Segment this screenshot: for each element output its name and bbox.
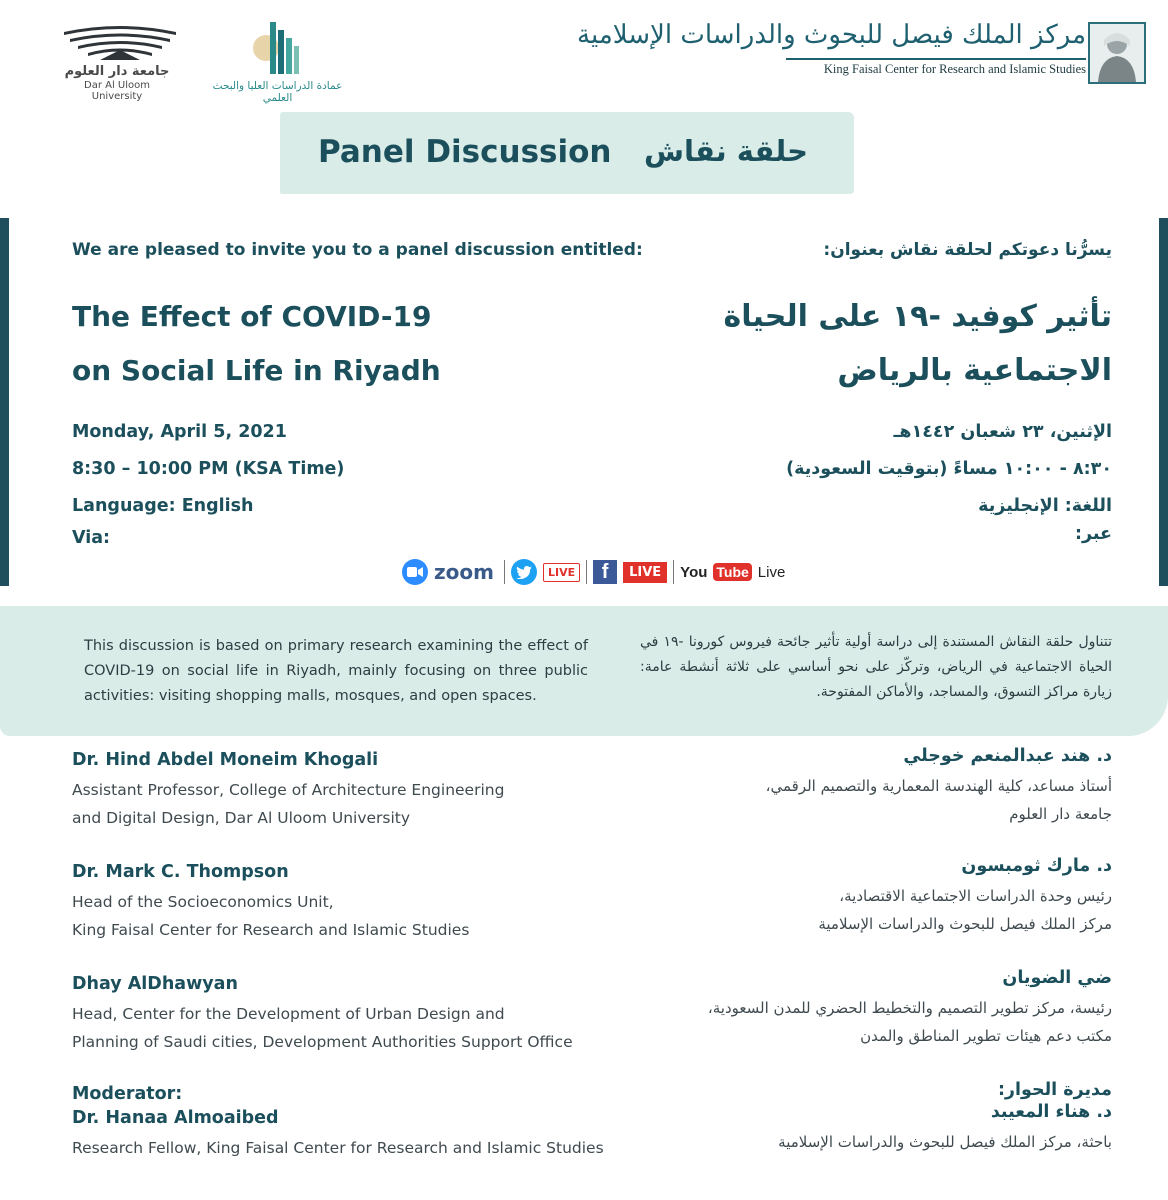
- via-label-ar: عبر:: [1075, 524, 1112, 544]
- title-en: Panel Discussion: [318, 134, 612, 170]
- dar-al-uloom-logo-icon: [60, 24, 180, 64]
- youtube-tube-badge[interactable]: Tube: [713, 563, 751, 581]
- moderator-desc: Research Fellow, King Faisal Center for Research and Islamic Studies: [72, 1139, 604, 1157]
- speaker-desc-line1: رئيس وحدة الدراسات الاجتماعية الاقتصادية،: [839, 887, 1112, 905]
- left-accent-bar: [0, 218, 9, 586]
- speaker-3-ar: [600, 968, 1112, 1050]
- talk-title-en-line2: on Social Life in Riyadh: [72, 354, 441, 387]
- kfc-divider: [786, 58, 1086, 60]
- speaker-1-en: [72, 750, 504, 832]
- event-time-ar: ٨:٣٠ - ١٠:٠٠ مساءً (بتوقيت السعودية): [786, 459, 1112, 479]
- moderator-name: Dr. Hanaa Almoaibed: [72, 1108, 279, 1128]
- abstract-ar: تتناول حلقة النقاش المستندة إلى دراسة أولية تأثير جائحة فيروس كورونا -١٩ في الحياة الاجتماعية في الرياض، وتركّز على نحو أساسي على ثلاثة أنشطة عامة: زيارة مراكز التسوق، والمساجد، والأماكن المفتوحة.: [640, 634, 1112, 700]
- speaker-desc-line2: مركز الملك فيصل للبحوث والدراسات الإسلامية: [818, 915, 1112, 933]
- abstract-en: This discussion is based on primary research examining the effect of COVID-19 on social life in Riyadh, mainly focusing on three public activities: visiting shopping malls, mosques, and open spaces.: [84, 638, 588, 704]
- speaker-name: Dr. Mark C. Thompson: [72, 862, 289, 882]
- speaker-desc-line2: مكتب دعم هيئات تطوير المناطق والمدن: [860, 1027, 1112, 1045]
- talk-title-ar: [700, 290, 1112, 398]
- via-label-en: Via:: [72, 528, 111, 548]
- speaker-3-en: [72, 974, 573, 1056]
- platform-separator: [586, 560, 587, 584]
- event-date-en: Monday, April 5, 2021: [72, 422, 287, 442]
- speaker-desc-line1: Head, Center for the Development of Urban Design and: [72, 1005, 505, 1023]
- event-info-en: [72, 414, 344, 525]
- kfc-name-en: King Faisal Center for Research and Islamic Studies: [823, 62, 1086, 76]
- speaker-1-ar: [640, 746, 1112, 828]
- invite-text-ar: يسرُّنا دعوتكم لحلقة نقاش بعنوان:: [823, 240, 1112, 260]
- zoom-camera-icon[interactable]: [402, 559, 428, 585]
- youtube-live-text[interactable]: Live: [757, 563, 786, 581]
- portrait-icon: [1088, 22, 1146, 84]
- talk-title-en: [72, 290, 441, 398]
- speaker-desc-line1: أستاذ مساعد، كلية الهندسة المعمارية والتصميم الرقمي،: [765, 777, 1112, 795]
- dau-name-ar: جامعة دار العلوم: [64, 64, 170, 79]
- dau-name-en: Dar Al Uloom University: [84, 80, 150, 102]
- moderator-en: [72, 1084, 604, 1162]
- speaker-desc-line1: Assistant Professor, College of Architecture Engineering: [72, 781, 505, 799]
- event-language-ar: اللغة: الإنجليزية: [978, 496, 1112, 516]
- deanship-logo-icon: [252, 16, 302, 78]
- moderator-label: Moderator:: [72, 1084, 183, 1104]
- zoom-label[interactable]: zoom: [434, 560, 494, 584]
- kfc-name-ar: مركز الملك فيصل للبحوث والدراسات الإسلامية: [577, 20, 1086, 50]
- event-info-ar: [700, 414, 1112, 525]
- speaker-name: د. هند عبدالمنعم خوجلي: [903, 746, 1112, 766]
- speaker-desc-line2: جامعة دار العلوم: [1009, 805, 1112, 823]
- youtube-you-text[interactable]: You: [680, 563, 708, 581]
- speaker-2-en: [72, 862, 469, 944]
- speaker-name: Dhay AlDhawyan: [72, 974, 238, 994]
- event-language-en: Language: English: [72, 496, 254, 516]
- twitter-live-badge[interactable]: LIVE: [543, 563, 580, 582]
- speaker-2-ar: [640, 856, 1112, 938]
- talk-title-ar-line1: تأثير كوفيد -١٩ على الحياة: [723, 299, 1112, 334]
- speaker-desc-line1: Head of the Socioeconomics Unit,: [72, 893, 334, 911]
- invite-text-en: We are pleased to invite you to a panel discussion entitled:: [72, 240, 643, 260]
- facebook-icon[interactable]: f: [593, 560, 617, 584]
- facebook-live-badge[interactable]: LIVE: [623, 562, 667, 583]
- speaker-desc-line2: Planning of Saudi cities, Development Authorities Support Office: [72, 1033, 573, 1051]
- event-time-en: 8:30 – 10:00 PM (KSA Time): [72, 459, 345, 479]
- title-ar: حلقة نقاش: [644, 134, 808, 168]
- streaming-platforms: [402, 556, 785, 588]
- talk-title-ar-line2: الاجتماعية بالرياض: [837, 353, 1112, 388]
- speaker-desc-line1: رئيسة، مركز تطوير التصميم والتخطيط الحضري للمدن السعودية،: [707, 999, 1112, 1017]
- talk-title-en-line1: The Effect of COVID-19: [72, 300, 432, 333]
- moderator-name: د. هناء المعيبد: [990, 1102, 1112, 1122]
- platform-separator: [673, 560, 674, 584]
- speaker-name: ضي الضويان: [1002, 968, 1112, 988]
- moderator-ar: [640, 1080, 1112, 1156]
- speaker-desc-line2: and Digital Design, Dar Al Uloom University: [72, 809, 411, 827]
- deanship-name-ar: عمادة الدراسات العليا والبحث العلمي: [212, 80, 343, 104]
- event-date-ar: الإثنين، ٢٣ شعبان ١٤٤٢هـ: [893, 422, 1112, 442]
- speaker-name: د. مارك ثومبسون: [961, 856, 1112, 876]
- moderator-desc: باحثة، مركز الملك فيصل للبحوث والدراسات الإسلامية: [778, 1133, 1112, 1151]
- twitter-bird-icon[interactable]: [511, 559, 537, 585]
- speaker-desc-line2: King Faisal Center for Research and Islamic Studies: [72, 921, 470, 939]
- platform-separator: [504, 560, 505, 584]
- right-accent-bar: [1159, 218, 1168, 586]
- moderator-label: مديرة الحوار:: [997, 1080, 1112, 1100]
- speaker-name: Dr. Hind Abdel Moneim Khogali: [72, 750, 379, 770]
